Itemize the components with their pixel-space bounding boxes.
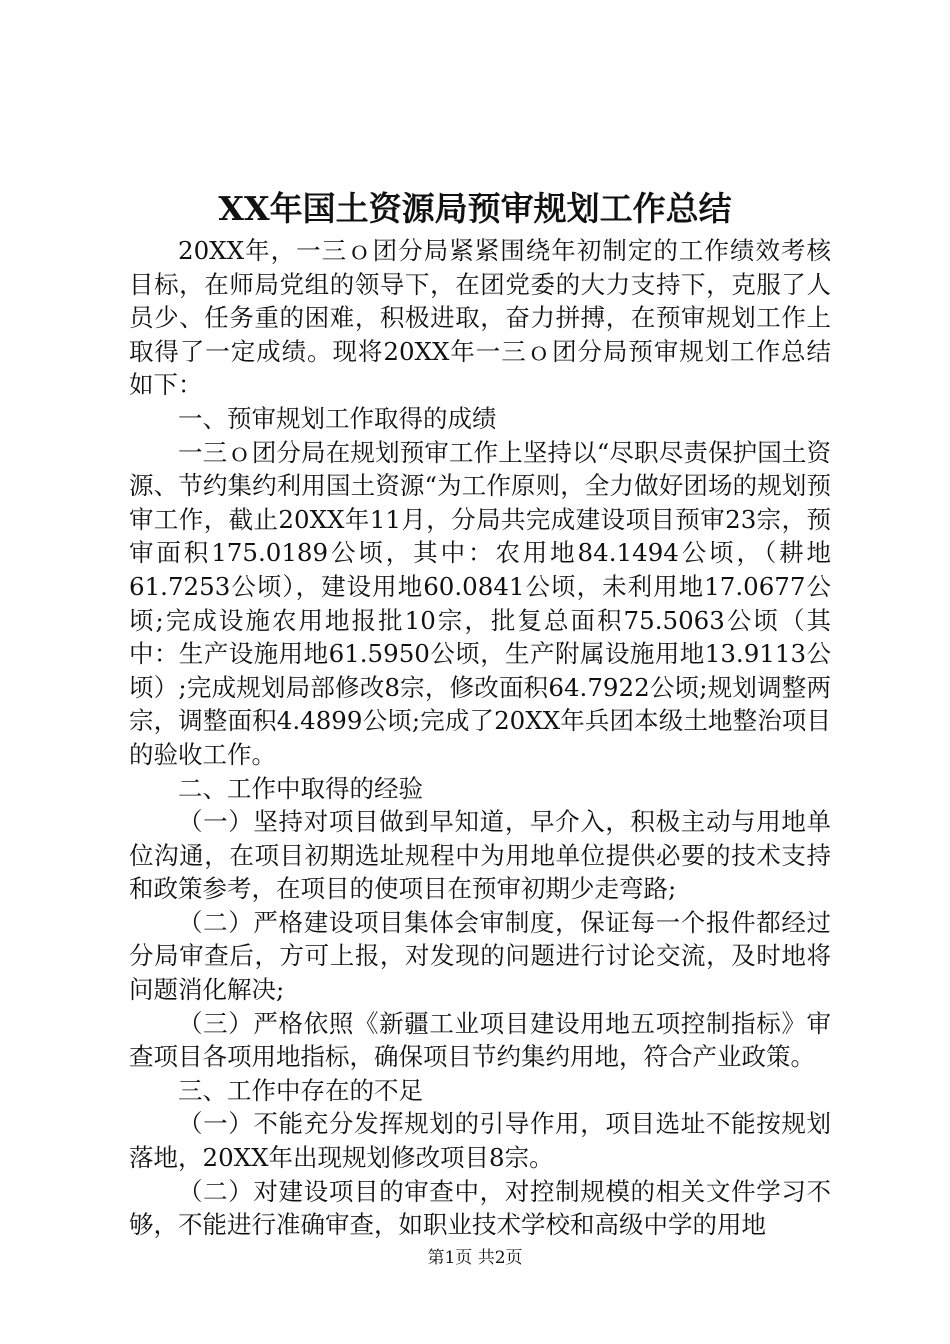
paragraph-experience-3: （三）严格依照《新疆工业项目建设用地五项控制指标》审查项目各项用地指标，确保项目节约集约用地，符合产业政策。	[129, 1008, 831, 1072]
paragraph-achievements: 一三ｏ团分局在规划预审工作上坚持以“尽职尽责保护国土资源、节约集约利用国土资源“为工作原则，全力做好团场的规划预审工作，截止20XX年11月，分局共完成建设项目预审23宗，预审面积175.0189公顷，其中：农用地84.1494公顷，（耕地61.7253公顷），建设用地60.0841公顷，未利用地17.0677公顷;完成设施农用地报批10宗，批复总面积75.5063公顷（其中：生产设施用地61.5950公顷，生产附属设施用地13.9113公顷）;完成规划局部修改8宗，修改面积64.7922公顷;规划调整两宗，调整面积4.4899公顷;完成了20XX年兵团本级土地整治项目的验收工作。	[129, 437, 831, 769]
paragraph-experience-1: （一）坚持对项目做到早知道，早介入，积极主动与用地单位沟通，在项目初期选址规程中为用地单位提供必要的技术支持和政策参考，在项目的使项目在预审初期少走弯路;	[129, 807, 831, 904]
section-heading-experience: 二、工作中取得的经验	[178, 773, 423, 803]
document-body	[129, 234, 831, 1242]
paragraph-intro: 20XX年，一三ｏ团分局紧紧围绕年初制定的工作绩效考核目标，在师局党组的领导下，在团党委的大力支持下，克服了人员少、任务重的困难，积极进取，奋力拼搏，在预审规划工作上取得了一定成绩。现将20XX年一三ｏ团分局预审规划工作总结如下：	[129, 236, 831, 400]
paragraph-shortcoming-2: （二）对建设项目的审查中，对控制规模的相关文件学习不够，不能进行准确审查，如职业技术学校和高级中学的用地	[129, 1176, 831, 1240]
section-heading-achievements: 一、预审规划工作取得的成绩	[178, 403, 497, 433]
page-number-footer: 第1页 共2页	[427, 1248, 523, 1268]
paragraph-shortcoming-1: （一）不能充分发挥规划的引导作用，项目选址不能按规划落地，20XX年出现规划修改项目8宗。	[129, 1109, 831, 1173]
paragraph-experience-2: （二）严格建设项目集体会审制度，保证每一个报件都经过分局审查后，方可上报，对发现的问题进行讨论交流，及时地将问题消化解决;	[129, 907, 831, 1005]
document-title: XX年国土资源局预审规划工作总结	[218, 189, 732, 228]
section-heading-shortcomings: 三、工作中存在的不足	[178, 1075, 423, 1105]
